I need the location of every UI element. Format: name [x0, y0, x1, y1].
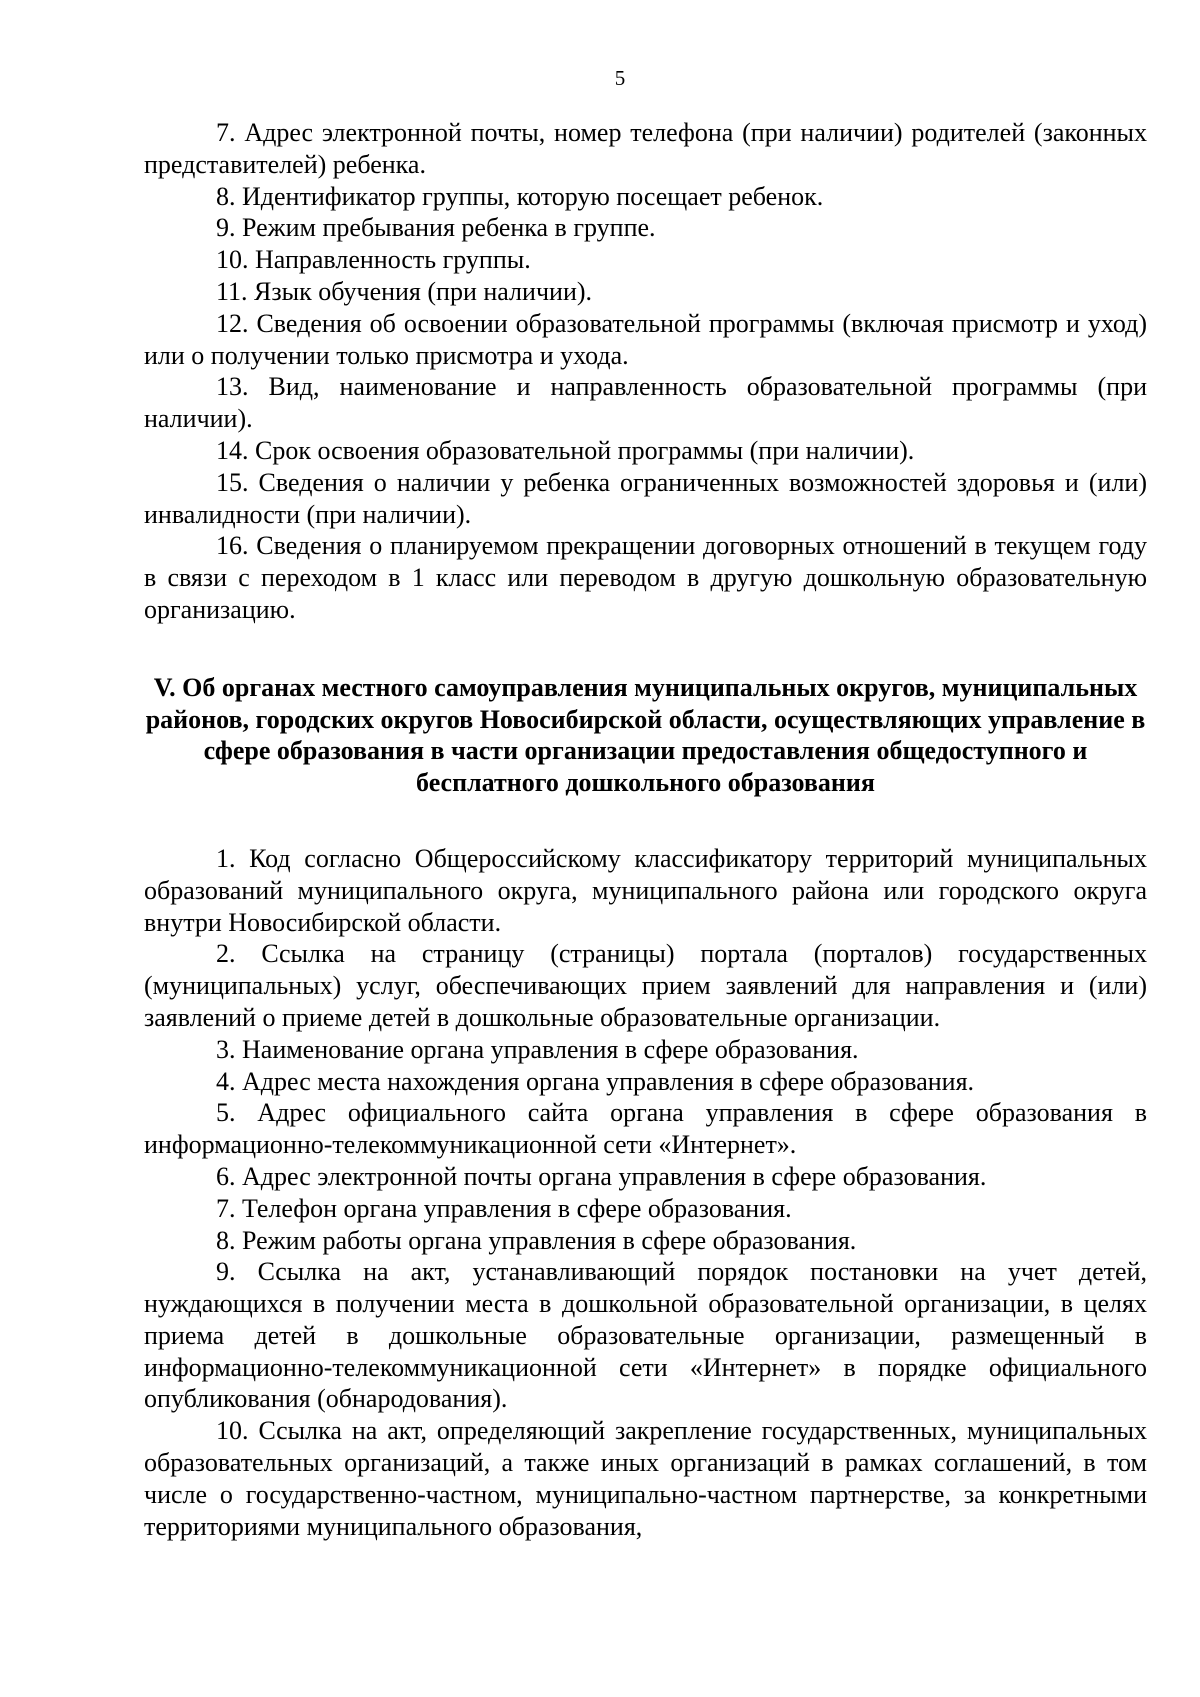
section-iv-list [144, 117, 1147, 626]
list-item: 2. Ссылка на страницу (страницы) портала (порталов) государственных (муниципальных) услуг, обеспечивающих прием заявлений для направления и (или) заявлений о приеме детей в дошкольные образовательные организации. [144, 939, 1147, 1032]
list-item: 9. Режим пребывания ребенка в группе. [216, 213, 656, 243]
section-v-list [144, 843, 1147, 1543]
list-item: 11. Язык обучения (при наличии). [216, 276, 593, 306]
list-item: 3. Наименование органа управления в сфере образования. [216, 1034, 859, 1064]
list-item: 9. Ссылка на акт, устанавливающий порядок постановки на учет детей, нуждающихся в получении места в дошкольной образовательной организации, в целях приема детей в дошкольные образовательные организации, размещенный в информационно-телекоммуникационной сети «Интернет» в порядке официального опубликования (обнародования). [144, 1257, 1147, 1414]
list-item: 16. Сведения о планируемом прекращении договорных отношений в текущем году в связи с переходом в 1 класс или переводом в другую дошкольную образовательную организацию. [144, 531, 1147, 624]
list-item: 14. Срок освоения образовательной программы (при наличии). [216, 435, 915, 465]
list-item: 15. Сведения о наличии у ребенка ограниченных возможностей здоровья и (или) инвалидности (при наличии). [144, 467, 1147, 529]
list-item: 4. Адрес места нахождения органа управления в сфере образования. [216, 1066, 975, 1096]
list-item: 1. Код согласно Общероссийскому классификатору территорий муниципальных образований муниципального округа, муниципального района или городского округа внутри Новосибирской области. [144, 843, 1147, 937]
section-v-title: V. Об органах местного самоуправления муниципальных округов, муниципальных районов, городских округов Новосибирской области, осуществляющих управление в сфере образования в части организации предоставления общедоступного и бесплатного дошкольного образования [145, 672, 1146, 798]
list-item: 13. Вид, наименование и направленность образовательной программы (при наличии). [144, 372, 1147, 434]
list-item: 7. Адрес электронной почты, номер телефона (при наличии) родителей (законных представителей) ребенка. [144, 118, 1147, 179]
list-item: 8. Режим работы органа управления в сфере образования. [216, 1225, 857, 1255]
page-number: 5 [614, 66, 626, 90]
list-item: 10. Направленность группы. [216, 245, 531, 275]
list-item: 10. Ссылка на акт, определяющий закрепление государственных, муниципальных образовательных организаций, а также иных организаций в рамках соглашений, в том числе о государственно-частном, муниципально-частном партнерстве, за конкретными территориями муниципального образования, [144, 1416, 1147, 1541]
document-body [144, 117, 1147, 1542]
list-item: 8. Идентификатор группы, которую посещает ребенок. [216, 181, 824, 211]
list-item: 7. Телефон органа управления в сфере образования. [216, 1193, 792, 1223]
list-item: 12. Сведения об освоении образовательной программы (включая присмотр и уход) или о получении только присмотра и ухода. [144, 308, 1147, 370]
list-item: 5. Адрес официального сайта органа управления в сфере образования в информационно-телекоммуникационной сети «Интернет». [144, 1098, 1147, 1160]
list-item: 6. Адрес электронной почты органа управления в сфере образования. [216, 1161, 987, 1191]
